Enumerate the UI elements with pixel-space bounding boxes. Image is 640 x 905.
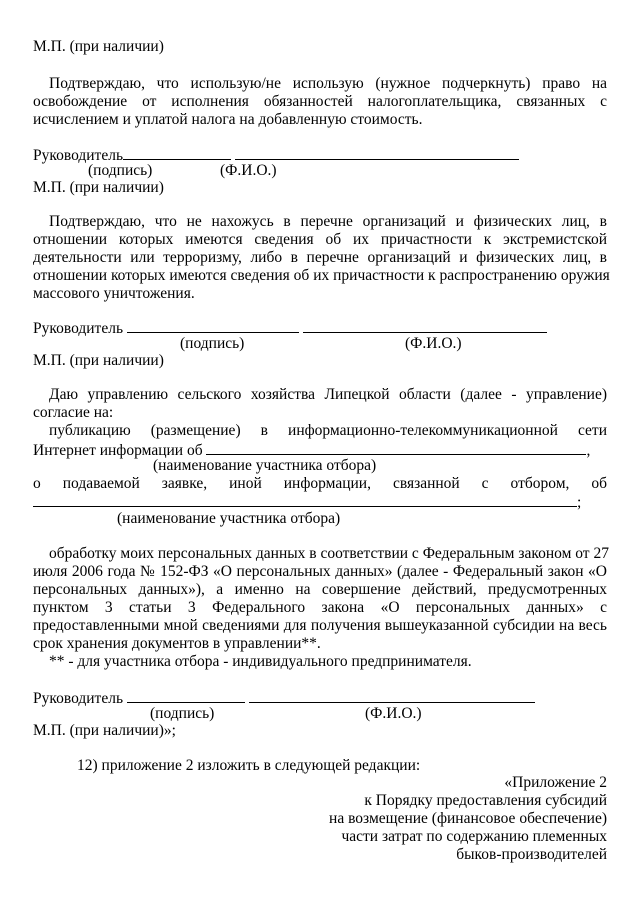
vat-line-2: освобождение от исполнения обязанностей налогоплательщика, связанных с xyxy=(33,93,607,110)
extremism-line-5: массового уничтожения. xyxy=(33,285,195,302)
personal-line-5: предоставленными мной сведениями для получения вышеуказанной субсидии на весь xyxy=(33,617,607,634)
participant-name-blank xyxy=(206,440,586,455)
fio-blank xyxy=(303,318,547,333)
signature-row-3 xyxy=(33,688,535,708)
personal-line-6: срок хранения документов в управлении**. xyxy=(33,635,321,652)
signature-blank xyxy=(123,145,231,160)
punctuation: ; xyxy=(577,494,582,511)
participant-caption-2: (наименование участника отбора) xyxy=(117,510,341,527)
signature-caption: (подпись) xyxy=(88,162,153,179)
appendix-line-5: быков-производителей xyxy=(456,846,607,863)
personal-line-1: обработку моих персональных данных в соответствии с Федеральным законом от 27 xyxy=(49,545,609,562)
personal-line-3: персональных данных»), а именно на совершение действий, предусмотренных xyxy=(33,581,607,598)
signature-row-2 xyxy=(33,318,547,338)
head-label: Руководитель xyxy=(33,147,124,164)
fio-blank xyxy=(235,145,519,160)
appendix-line-2: к Порядку предоставления субсидий xyxy=(364,792,607,809)
consent-line-5: о подаваемой заявке, иной информации, связанной с отбором, об xyxy=(33,475,607,492)
stamp-note: М.П. (при наличии) xyxy=(33,38,164,55)
consent-line-6 xyxy=(33,492,581,512)
appendix-line-1: «Приложение 2 xyxy=(504,774,607,791)
stamp-note: М.П. (при наличии)»; xyxy=(33,722,176,739)
signature-caption: (подпись) xyxy=(150,705,215,722)
vat-line-1: Подтверждаю, что использую/не использую (нужное подчеркнуть) право на xyxy=(49,75,607,92)
consent-text: Интернет информации об xyxy=(33,442,203,459)
personal-line-2: июля 2006 года № 152-ФЗ «О персональных данных» (далее - Федеральный закон «О xyxy=(33,563,607,580)
consent-line-1: Даю управлению сельского хозяйства Липецкой области (далее - управление) xyxy=(49,386,607,403)
footnote: ** - для участника отбора - индивидуального предпринимателя. xyxy=(49,653,472,670)
item-12: 12) приложение 2 изложить в следующей редакции: xyxy=(77,757,421,774)
fio-caption: (Ф.И.О.) xyxy=(365,705,422,722)
punctuation: , xyxy=(586,442,591,459)
appendix-line-4: части затрат по содержанию племенных xyxy=(341,828,607,845)
extremism-line-3: деятельности или терроризму, либо в перечне организаций и физических лиц, в xyxy=(33,249,607,266)
extremism-line-4: отношении которых имеются сведения об их причастности к распространению оружия xyxy=(33,267,610,284)
fio-caption: (Ф.И.О.) xyxy=(405,335,462,352)
extremism-line-1: Подтверждаю, что не нахожусь в перечне организаций и физических лиц, в xyxy=(49,213,607,230)
appendix-line-3: на возмещение (финансовое обеспечение) xyxy=(329,810,607,827)
signature-blank xyxy=(127,688,245,703)
consent-line-2: согласие на: xyxy=(33,404,114,421)
head-label: Руководитель xyxy=(33,320,124,337)
stamp-note: М.П. (при наличии) xyxy=(33,352,164,369)
vat-line-3: исчислением и уплатой налога на добавленную стоимость. xyxy=(33,111,423,128)
personal-line-4: пунктом 3 статьи 3 Федерального закона «О персональных данных» с xyxy=(33,599,607,616)
signature-blank xyxy=(127,318,299,333)
participant-caption-1: (наименование участника отбора) xyxy=(153,457,377,474)
consent-line-3: публикацию (размещение) в информационно-телекоммуникационной сети xyxy=(49,422,607,439)
signature-caption: (подпись) xyxy=(180,335,245,352)
participant-name-blank xyxy=(33,492,577,507)
fio-caption: (Ф.И.О.) xyxy=(220,162,277,179)
stamp-note: М.П. (при наличии) xyxy=(33,179,164,196)
fio-blank xyxy=(249,688,535,703)
extremism-line-2: отношении которых имеются сведения об их причастности к экстремистской xyxy=(33,231,607,248)
head-label: Руководитель xyxy=(33,690,124,707)
